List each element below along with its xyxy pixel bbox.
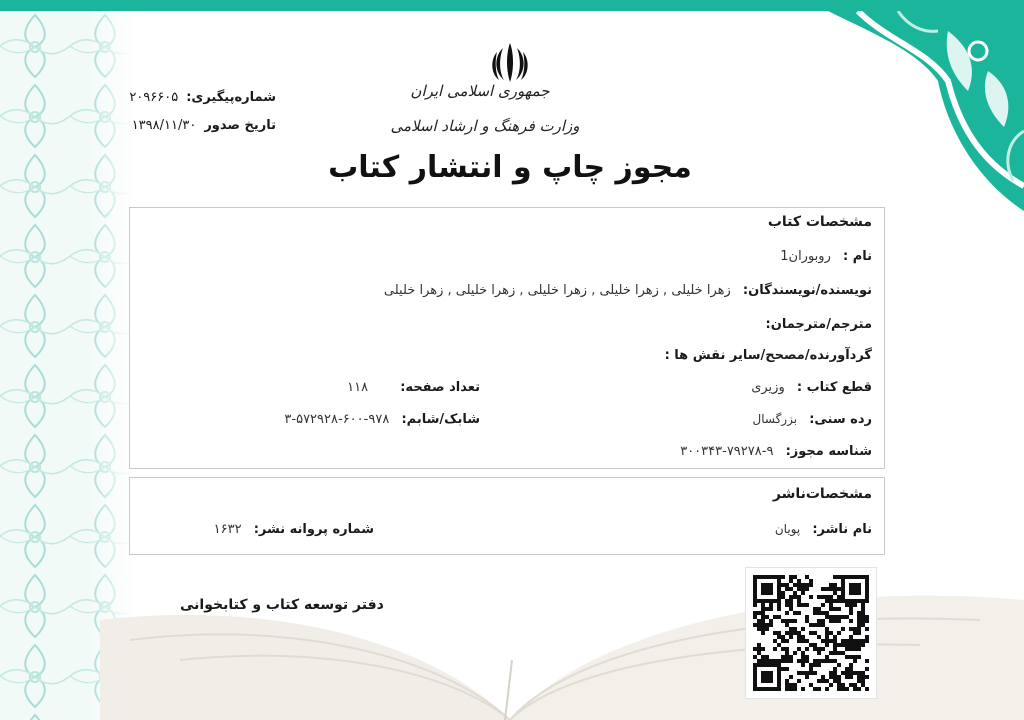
publisher-details-panel	[129, 477, 885, 555]
authors-value: زهرا خلیلی , زهرا خلیلی , زهرا خلیلی , زهرا خلیلی , زهرا خلیلی	[383, 283, 731, 298]
publisher-license-field	[214, 522, 374, 537]
publisher-section-title: مشخصات‌ناشر	[772, 486, 872, 502]
license-id-value: ۹-۷۹۲۷۸-۳۰۰۳۴۳	[680, 444, 774, 459]
issue-date-row	[129, 116, 276, 144]
publisher-name-label: نام ناشر:	[812, 522, 872, 537]
publisher-license-label: شماره پروانه نشر:	[253, 522, 374, 537]
license-id-label: شناسه مجوز:	[785, 444, 872, 459]
issue-date-label: تاریخ صدور	[204, 118, 276, 133]
book-name-value: روبوران1	[780, 249, 831, 264]
book-name-field	[780, 249, 872, 264]
tracking-row	[129, 88, 276, 116]
format-value: وزیری	[751, 380, 785, 395]
publisher-license-value: ۱۶۳۲	[213, 522, 242, 537]
compiler-label: گردآورنده/مصحح/سایر نقش ها :	[664, 348, 872, 363]
format-label: قطع کتاب :	[796, 380, 872, 395]
pages-label: تعداد صفحه:	[400, 380, 480, 395]
publisher-name-field	[775, 522, 872, 537]
tracking-label: شماره‌پیگیری:	[186, 90, 276, 105]
compiler-field	[665, 348, 872, 363]
isbn-value: ۹۷۸-۶۰۰-۵۷۲۹۲۸-۳	[284, 412, 390, 427]
pages-field	[347, 380, 480, 395]
issue-date-value: ۱۳۹۸/۱۱/۳۰	[131, 118, 197, 133]
page-title: مجوز چاپ و انتشار کتاب	[328, 150, 692, 185]
translator-field	[766, 317, 872, 332]
republic-title: جمهوری اسلامی ایران	[410, 82, 550, 100]
qr-code	[745, 567, 877, 699]
authors-label: نویسنده/نویسندگان:	[742, 283, 872, 298]
tracking-value: ۲۰۹۶۶۰۵	[129, 90, 179, 105]
book-details-panel	[129, 207, 885, 469]
format-field	[751, 380, 872, 395]
authors-field	[384, 283, 872, 298]
age-field	[752, 412, 872, 427]
isbn-field	[284, 412, 480, 427]
office-signature: دفتر توسعه کتاب و کتابخوانی	[180, 597, 384, 613]
ministry-title: وزارت فرهنگ و ارشاد اسلامی	[390, 117, 580, 135]
isbn-label: شابک/شابم:	[401, 412, 480, 427]
top-accent-bar	[0, 0, 1024, 11]
book-name-label: نام :	[842, 249, 872, 264]
license-id-field	[680, 444, 872, 459]
license-meta	[129, 88, 276, 144]
iran-emblem-icon	[488, 40, 532, 84]
publisher-name-value: پویان	[774, 522, 801, 536]
book-section-title: مشخصات کتاب	[767, 214, 872, 230]
translator-label: مترجم/مترجمان:	[765, 317, 872, 332]
corner-ornament	[828, 11, 1024, 211]
age-label: رده سنی:	[809, 412, 872, 427]
age-value: بزرگسال	[752, 412, 798, 426]
pages-value: ۱۱۸	[347, 380, 369, 395]
